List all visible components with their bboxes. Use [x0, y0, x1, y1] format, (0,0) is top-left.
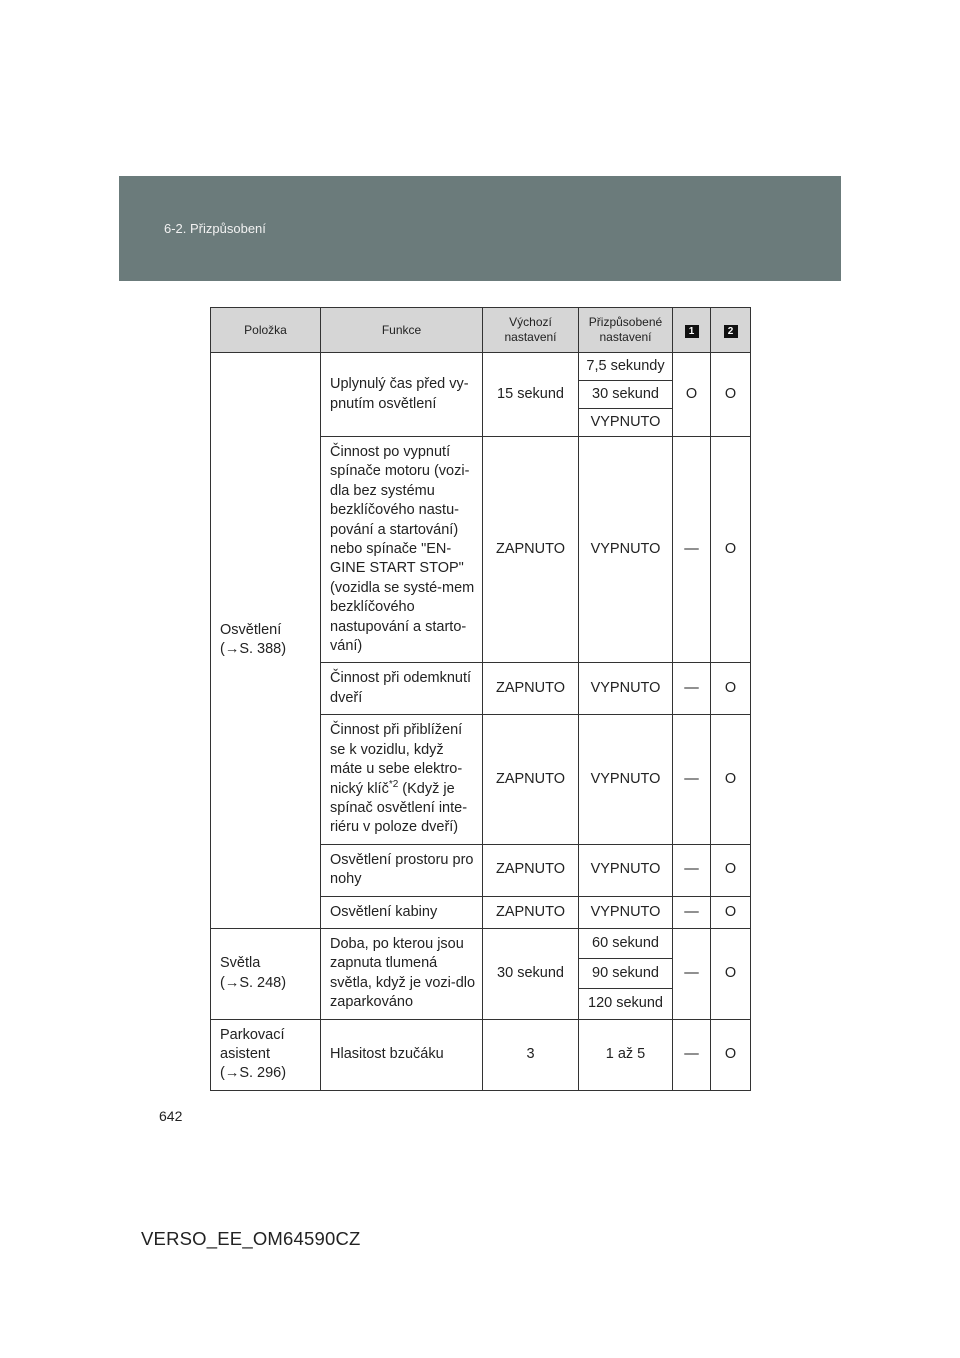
page-number: 642	[159, 1108, 183, 1124]
custom-cell: VYPNUTO	[579, 844, 673, 896]
default-cell: ZAPNUTO	[483, 437, 579, 663]
function-cell: Činnost při odemknutí dveří	[321, 663, 483, 715]
function-text: (Když je spínač osvětlení inte-riéru v poloze dveří)	[330, 780, 468, 836]
function-cell: Hlasitost bzučáku	[321, 1019, 483, 1090]
number-badge-2: 2	[724, 325, 738, 338]
function-text: Činnost při přiblížení se k vozidlu, když máte u sebe elektro-nický klíč	[330, 722, 463, 797]
custom-cell: VYPNUTO	[579, 663, 673, 715]
custom-option-cell: 30 sekund	[579, 381, 673, 409]
type1-cell: —	[673, 437, 711, 663]
document-code: VERSO_EE_OM64590CZ	[141, 1228, 361, 1249]
table-row	[211, 1019, 751, 1090]
item-cell-parking-assist	[211, 1019, 321, 1090]
item-cell-lighting	[211, 353, 321, 929]
function-cell	[321, 715, 483, 844]
custom-cell: VYPNUTO	[579, 437, 673, 663]
default-cell: 15 sekund	[483, 353, 579, 437]
custom-cell: 1 až 5	[579, 1019, 673, 1090]
type2-cell: O	[711, 663, 751, 715]
function-cell: Osvětlení kabiny	[321, 896, 483, 928]
type1-cell: —	[673, 663, 711, 715]
table-row	[211, 928, 751, 958]
item-cell-lights	[211, 928, 321, 1019]
item-page-ref: (→S. 388)	[220, 641, 287, 658]
table-header-row	[211, 308, 751, 353]
type2-cell: O	[711, 928, 751, 1019]
function-cell: Osvětlení prostoru pro nohy	[321, 844, 483, 896]
type2-cell: O	[711, 896, 751, 928]
item-label: asistent	[220, 1045, 270, 1062]
type1-cell: O	[673, 353, 711, 437]
custom-cell: VYPNUTO	[579, 896, 673, 928]
type2-cell: O	[711, 1019, 751, 1090]
section-title: 6-2. Přizpůsobení	[164, 221, 266, 236]
custom-option-cell: VYPNUTO	[579, 409, 673, 437]
table-row	[211, 353, 751, 381]
col-header-item: Položka	[211, 308, 321, 353]
item-page-ref: (→S. 248)	[220, 974, 287, 991]
item-page-ref: (→S. 296)	[220, 1065, 287, 1082]
col-header-vehicle-type-1	[673, 308, 711, 353]
footnote-marker: *2	[388, 778, 399, 790]
default-cell: 3	[483, 1019, 579, 1090]
number-badge-1: 1	[685, 325, 699, 338]
type2-cell: O	[711, 844, 751, 896]
default-cell: 30 sekund	[483, 928, 579, 1019]
custom-option-cell: 90 sekund	[579, 958, 673, 988]
col-header-default: Výchozí nastavení	[483, 308, 579, 353]
item-label: Parkovací	[220, 1026, 285, 1043]
type1-cell: —	[673, 844, 711, 896]
function-cell: Činnost po vypnutí spínače motoru (vozi-dla bez systému bezklíčového nastu-pování a startování) nebo spínače "EN-GINE START STOP" (vozidla se systé-mem bezklíčového nastupování a starto-vání)	[321, 437, 483, 663]
default-cell: ZAPNUTO	[483, 663, 579, 715]
type2-cell: O	[711, 437, 751, 663]
custom-option-cell: 60 sekund	[579, 928, 673, 958]
type1-cell: —	[673, 715, 711, 844]
type2-cell: O	[711, 715, 751, 844]
type1-cell: —	[673, 1019, 711, 1090]
default-cell: ZAPNUTO	[483, 896, 579, 928]
type1-cell: —	[673, 928, 711, 1019]
item-label: Světla	[220, 955, 261, 972]
customization-table	[210, 307, 751, 1091]
default-cell: ZAPNUTO	[483, 715, 579, 844]
col-header-custom: Přizpůsobené nastavení	[579, 308, 673, 353]
custom-option-cell: 120 sekund	[579, 988, 673, 1019]
item-label: Osvětlení	[220, 622, 282, 639]
col-header-vehicle-type-2	[711, 308, 751, 353]
function-cell: Doba, po kterou jsou zapnuta tlumená světla, když je vozi-dlo zaparkováno	[321, 928, 483, 1019]
section-header-band	[119, 176, 841, 281]
col-header-function: Funkce	[321, 308, 483, 353]
function-cell: Uplynulý čas před vy-pnutím osvětlení	[321, 353, 483, 437]
custom-cell: VYPNUTO	[579, 715, 673, 844]
type2-cell: O	[711, 353, 751, 437]
type1-cell: —	[673, 896, 711, 928]
default-cell: ZAPNUTO	[483, 844, 579, 896]
custom-option-cell: 7,5 sekundy	[579, 353, 673, 381]
